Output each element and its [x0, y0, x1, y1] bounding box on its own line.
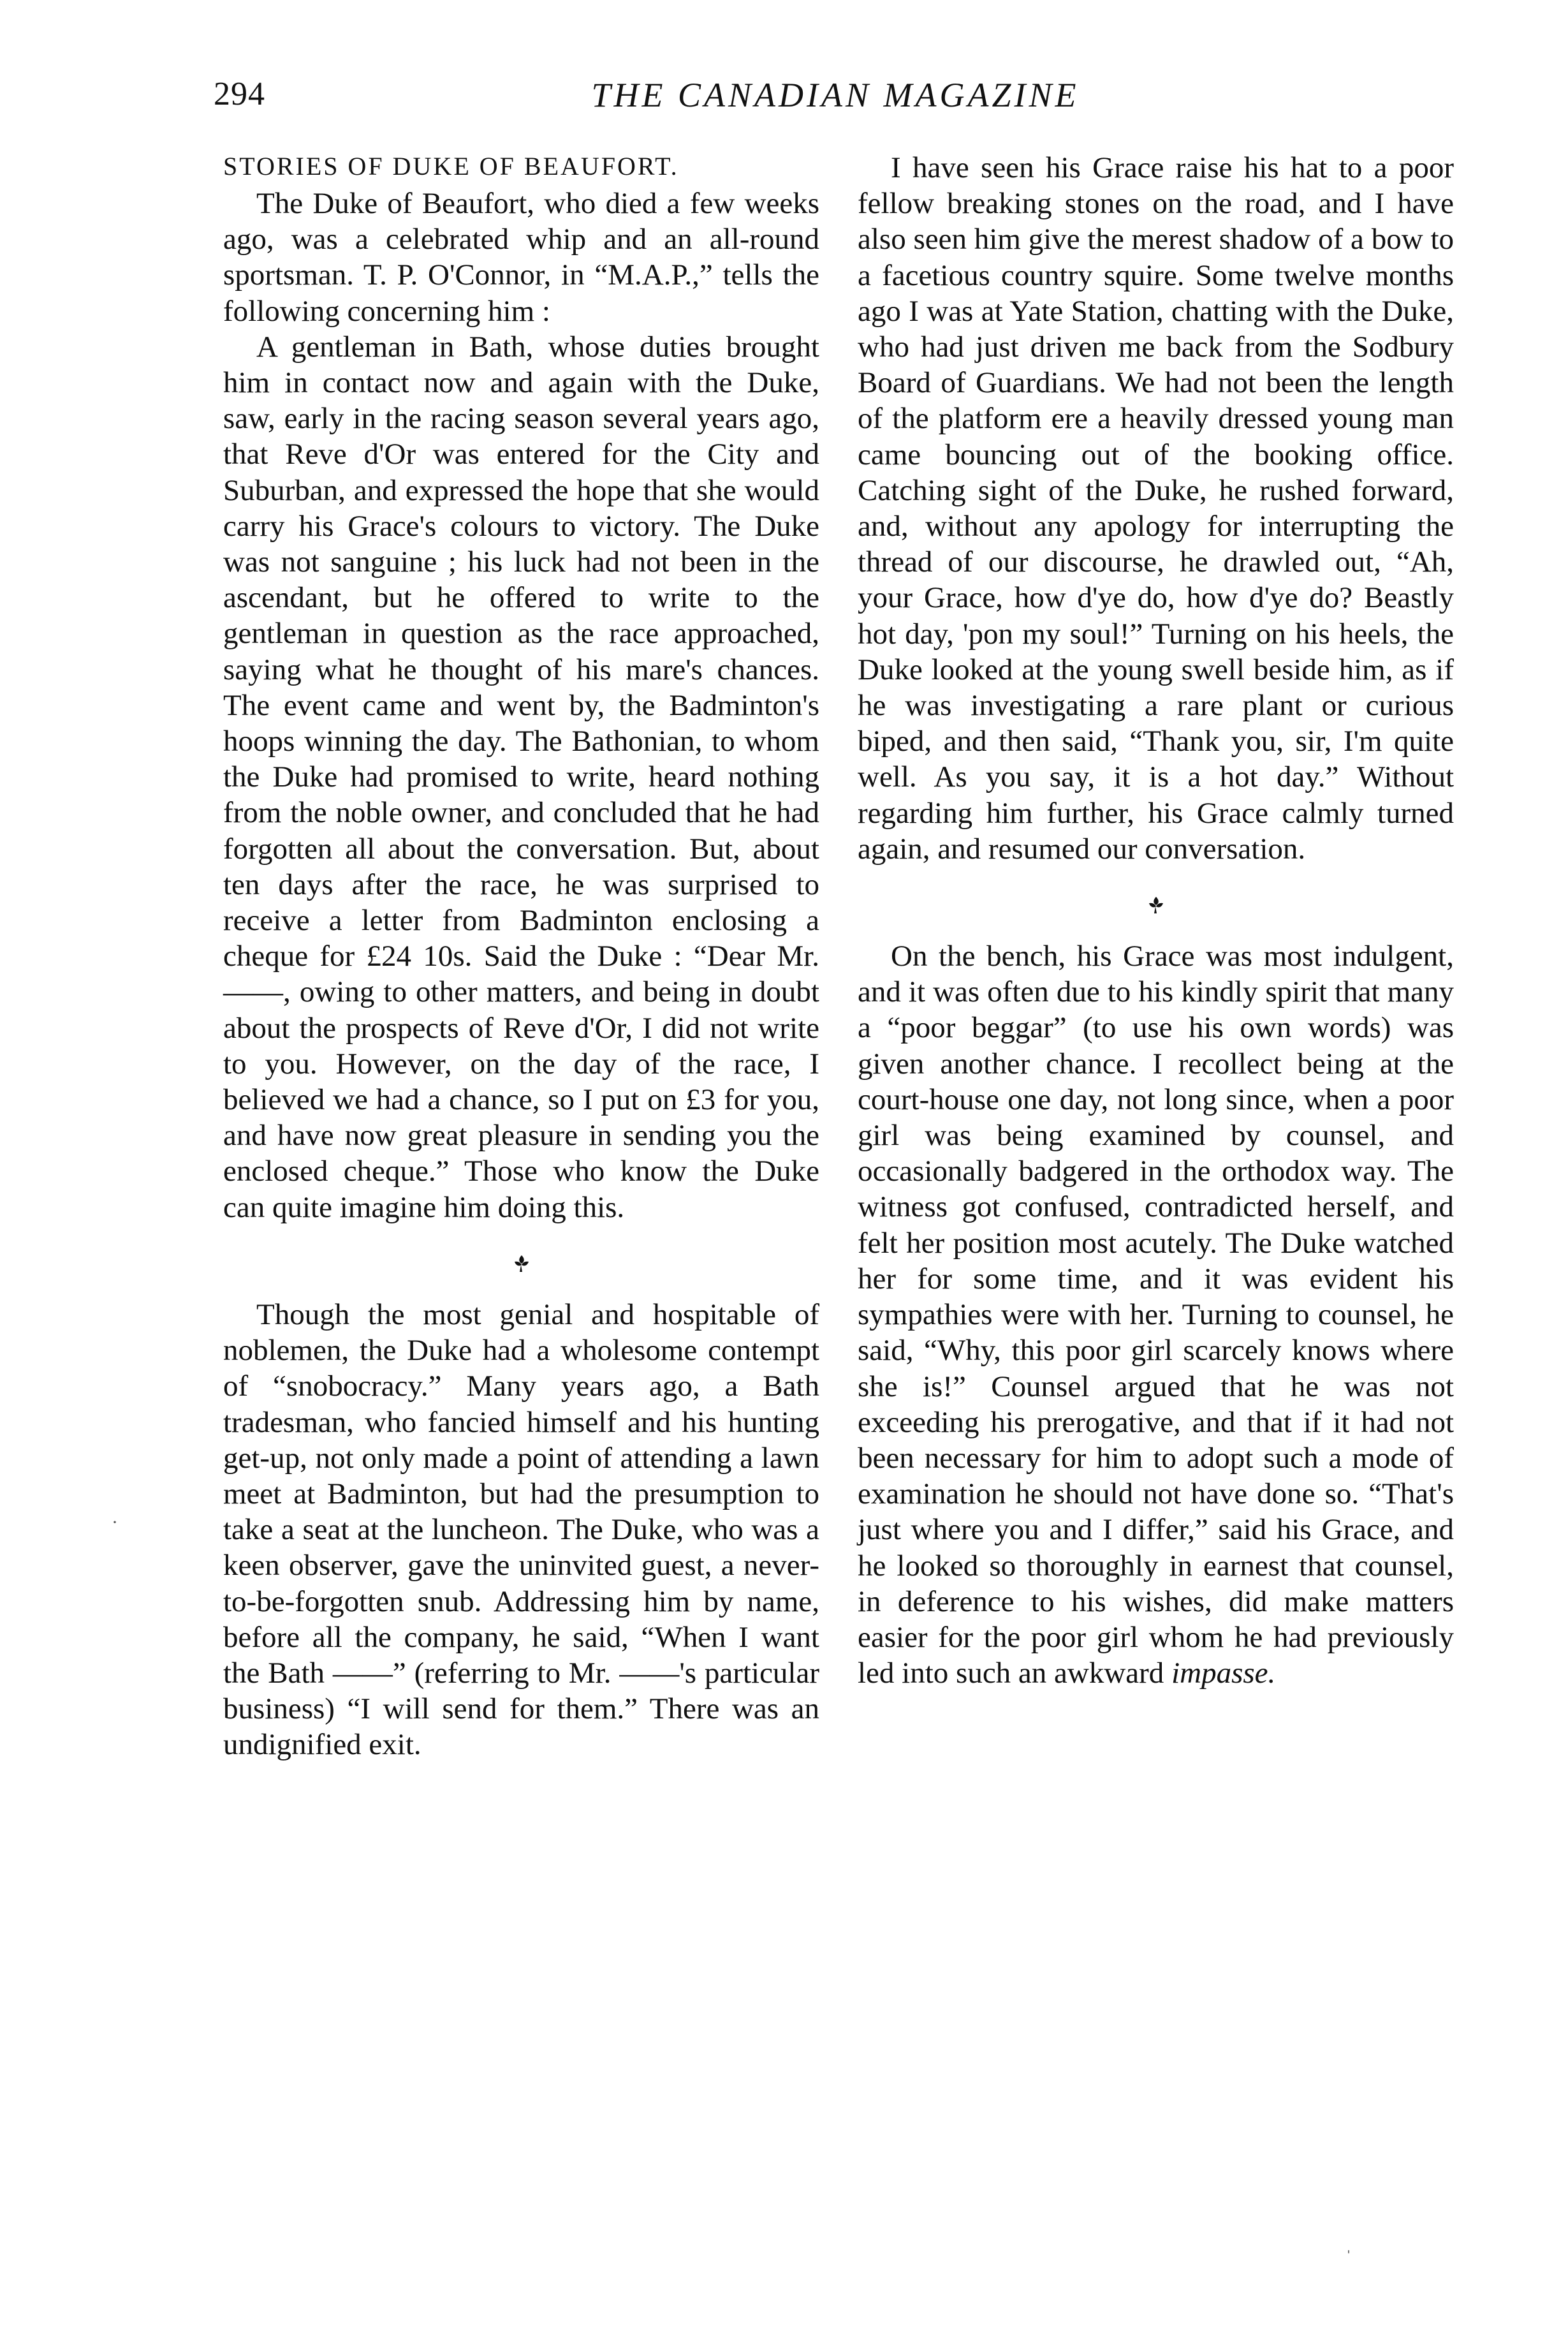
running-title: THE CANADIAN MAGAZINE [591, 76, 1080, 114]
paragraph-text: On the bench, his Grace was most indulgent, and it was often due to his kindly spirit that many a “poor beggar” (to use his own words) was given another chance. I recollect being at the court-house one day, not long since, when a poor girl was being examined by counsel, and occasionally badgered in the orthodox way. The witness got confused, contradicted herself, and felt her position most acutely. The Duke watched her for some time, and it was evident his sympathies were with her. Turning to counsel, he said, “Why, this poor girl scarcely knows where she is!” Counsel argued that he was not exceeding his prerogative, and that if it had not been necessary for him to adopt such a mode of examination he should not have done so. “That's just where you and I differ,” said his Grace, and he looked so thoroughly in earnest that counsel, in deference to his wishes, did make matters easier for the poor girl whom he had previously led into such an awkward [858, 940, 1454, 1690]
stray-ink-mark: · [112, 1512, 118, 1533]
stray-ink-mark: ˌ [1345, 2232, 1352, 2254]
article-heading: STORIES OF DUKE OF BEAUFORT. [223, 152, 679, 181]
italic-word: impasse. [1171, 1657, 1276, 1690]
paragraph: Though the most genial and hospitable of noblemen, the Duke had a wholesome contempt of “snobocracy.” Many years ago, a Bath tradesman, who fancied himself and his hunting get-up, not only made a point of attending a lawn meet at Badminton, but had the presumption to take a seat at the luncheon. The Duke, who was a keen observer, gave the uninvited guest, a never-to-be-forgotten snub. Addressing him by name, before all the company, he said, “When I want the Bath ——” (referring to Mr. ——'s particular business) “I will send for them.” There was an undignified exit. [223, 1297, 819, 1762]
paragraph [858, 938, 1454, 1691]
left-column [223, 150, 819, 1763]
page-number: 294 [214, 76, 265, 112]
page-header [214, 75, 1457, 126]
section-divider-ornament [223, 1243, 819, 1279]
paragraph: The Duke of Beaufort, who died a few weeks ago, was a celebrated whip and an all-round sportsman. T. P. O'Connor, in “M.A.P.,” tells the following concerning him : [223, 187, 819, 328]
fleuron-icon [1145, 894, 1167, 916]
right-column [858, 150, 1454, 1691]
paragraph: A gentleman in Bath, whose duties brought him in contact now and again with the Duke, saw, early in the racing season several years ago, that Reve d'Or was entered for the City and Suburban, and expressed the hope that she would carry his Grace's colours to victory. The Duke was not sanguine ; his luck had not been in the ascendant, but he offered to write to the gentleman in question as the race approached, saying what he thought of his mare's chances. The event came and went by, the Badminton's hoops winning the day. The Bathonian, to whom the Duke had promised to write, heard nothing from the noble owner, and concluded that he had forgotten all about the conversation. But, about ten days after the race, he was surprised to receive a letter from Badminton enclosing a cheque for £24 10s. Said the Duke : “Dear Mr. ——, owing to other matters, and being in doubt about the prospects of Reve d'Or, I did not write to you. However, on the day of the race, I believed we had a chance, so I put on £3 for you, and have now great pleasure in sending you the enclosed cheque.” Those who know the Duke can quite imagine him doing this. [223, 330, 819, 1224]
section-divider-ornament [858, 885, 1454, 920]
fleuron-icon [511, 1253, 532, 1274]
paragraph: I have seen his Grace raise his hat to a poor fellow breaking stones on the road, and I have also seen him give the merest shadow of a bow to a facetious country squire. Some twelve months ago I was at Yate Station, chatting with the Duke, who had just driven me back from the Sodbury Board of Guardians. We had not been the length of the platform ere a heavily dressed young man came bouncing out of the booking office. Catching sight of the Duke, he rushed forward, and, without any apology for interrupting the thread of our discourse, he drawled out, “Ah, your Grace, how d'ye do, how d'ye do? Beastly hot day, 'pon my soul!” Turning on his heels, the Duke looked at the young swell beside him, as if he was investigating a rare plant or curious biped, and then said, “Thank you, sir, I'm quite well. As you say, it is a hot day.” Without regarding him further, his Grace calmly turned again, and resumed our conversation. [858, 151, 1454, 866]
